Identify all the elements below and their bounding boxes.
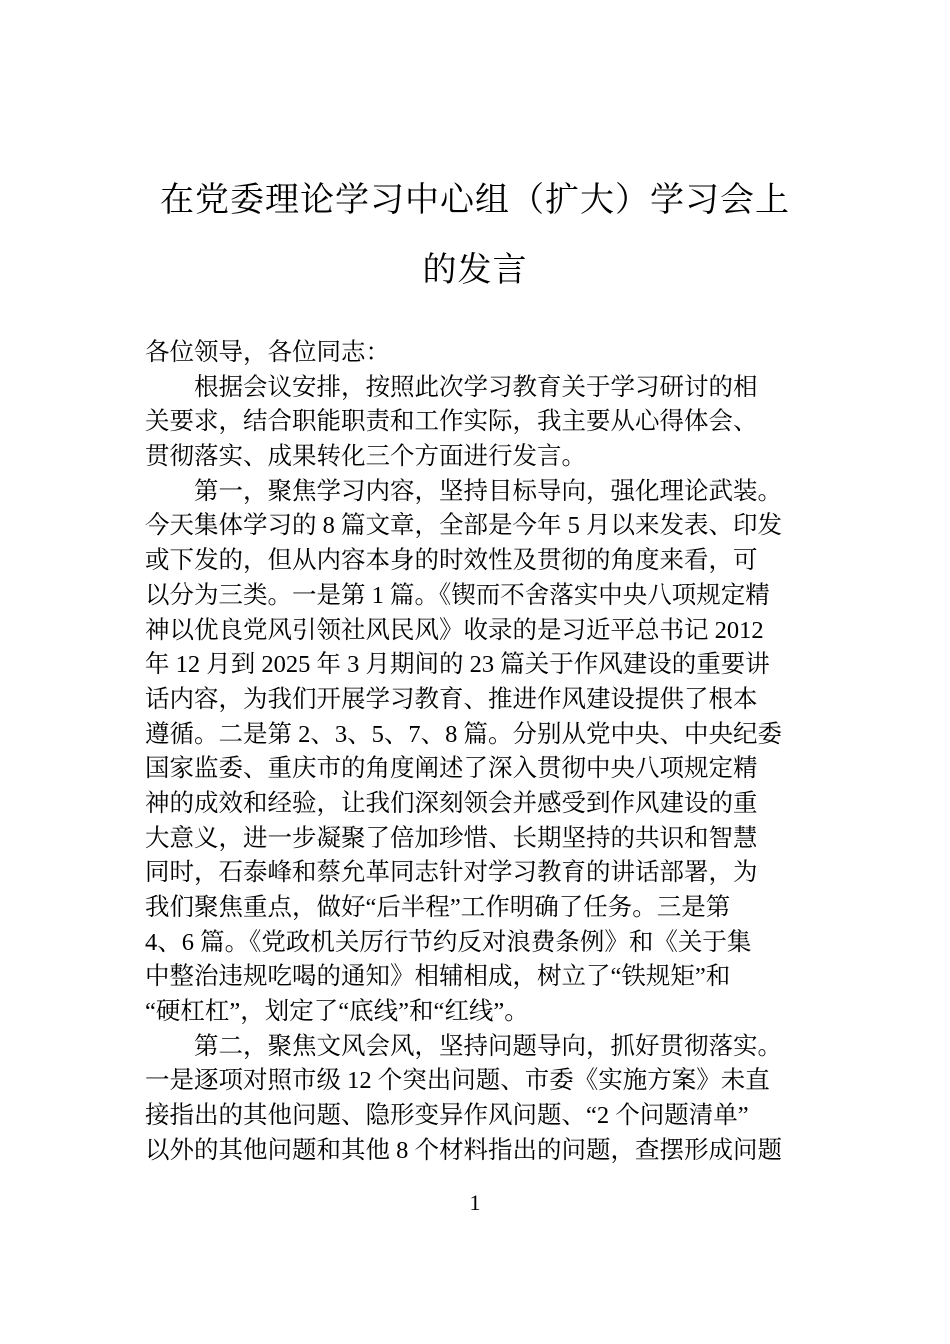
document-title-line-1: 在党委理论学习中心组（扩大）学习会上 xyxy=(160,180,790,220)
body-text-line: 关要求，结合职能职责和工作实际，我主要从心得体会、 xyxy=(145,408,758,436)
body-text-line: 第一，聚焦学习内容，坚持目标导向，强化理论武装。 xyxy=(194,477,782,505)
body-text-line: 以外的其他问题和其他 8 个材料指出的问题，查摆形成问题 xyxy=(145,1136,782,1164)
body-text-line: 或下发的，但从内容本身的时效性及贯彻的角度来看，可 xyxy=(145,547,758,575)
body-text-line: 今天集体学习的 8 篇文章，全部是今年 5 月以来发表、印发 xyxy=(145,512,782,540)
page-number: 1 xyxy=(469,1190,481,1215)
body-text-line: 同时，石泰峰和蔡允革同志针对学习教育的讲话部署，为 xyxy=(145,859,758,887)
document-body xyxy=(145,336,815,1169)
body-text-line: 大意义，进一步凝聚了倍加珍惜、长期坚持的共识和智慧 xyxy=(145,824,758,852)
body-text-line: 以分为三类。一是第 1 篇。《锲而不舍落实中央八项规定精 xyxy=(145,581,770,609)
body-text-line: 各位领导，各位同志： xyxy=(145,339,390,366)
body-text-line: 根据会议安排，按照此次学习教育关于学习研讨的相 xyxy=(194,373,758,401)
body-text-line: 一是逐项对照市级 12 个突出问题、市委《实施方案》未直 xyxy=(145,1067,770,1095)
body-text-line: 我们聚焦重点，做好“后半程”工作明确了任务。三是第 xyxy=(145,894,731,921)
body-text-line: 4、6 篇。《党政机关厉行节约反对浪费条例》和《关于集 xyxy=(145,928,752,956)
body-text-line: 遵循。二是第 2、3、5、7、8 篇。分别从党中央、中央纪委 xyxy=(145,720,782,748)
body-text-line: 第二，聚焦文风会风，坚持问题导向，抓好贯彻落实。 xyxy=(194,1032,782,1060)
body-text-line: 神的成效和经验，让我们深刻领会并感受到作风建设的重 xyxy=(145,789,758,817)
body-text-line: 接指出的其他问题、隐形变异作风问题、“2 个问题清单” xyxy=(145,1102,749,1130)
body-text-line: 神以优良党风引领社风民风》收录的是习近平总书记 2012 xyxy=(145,616,764,644)
body-text-line: 贯彻落实、成果转化三个方面进行发言。 xyxy=(145,443,586,471)
body-text-line: 年 12 月到 2025 年 3 月期间的 23 篇关于作风建设的重要讲 xyxy=(145,651,770,679)
body-text-line: “硬杠杠”，划定了“底线”和“红线”。 xyxy=(145,998,529,1026)
body-text-line: 中整治违规吃喝的通知》相辅相成，树立了“铁规矩”和 xyxy=(145,963,731,991)
document-title-line-2: 的发言 xyxy=(422,250,528,290)
body-text-line: 话内容，为我们开展学习教育、推进作风建设提供了根本 xyxy=(145,685,758,713)
body-text-line: 国家监委、重庆市的角度阐述了深入贯彻中央八项规定精 xyxy=(145,755,758,783)
